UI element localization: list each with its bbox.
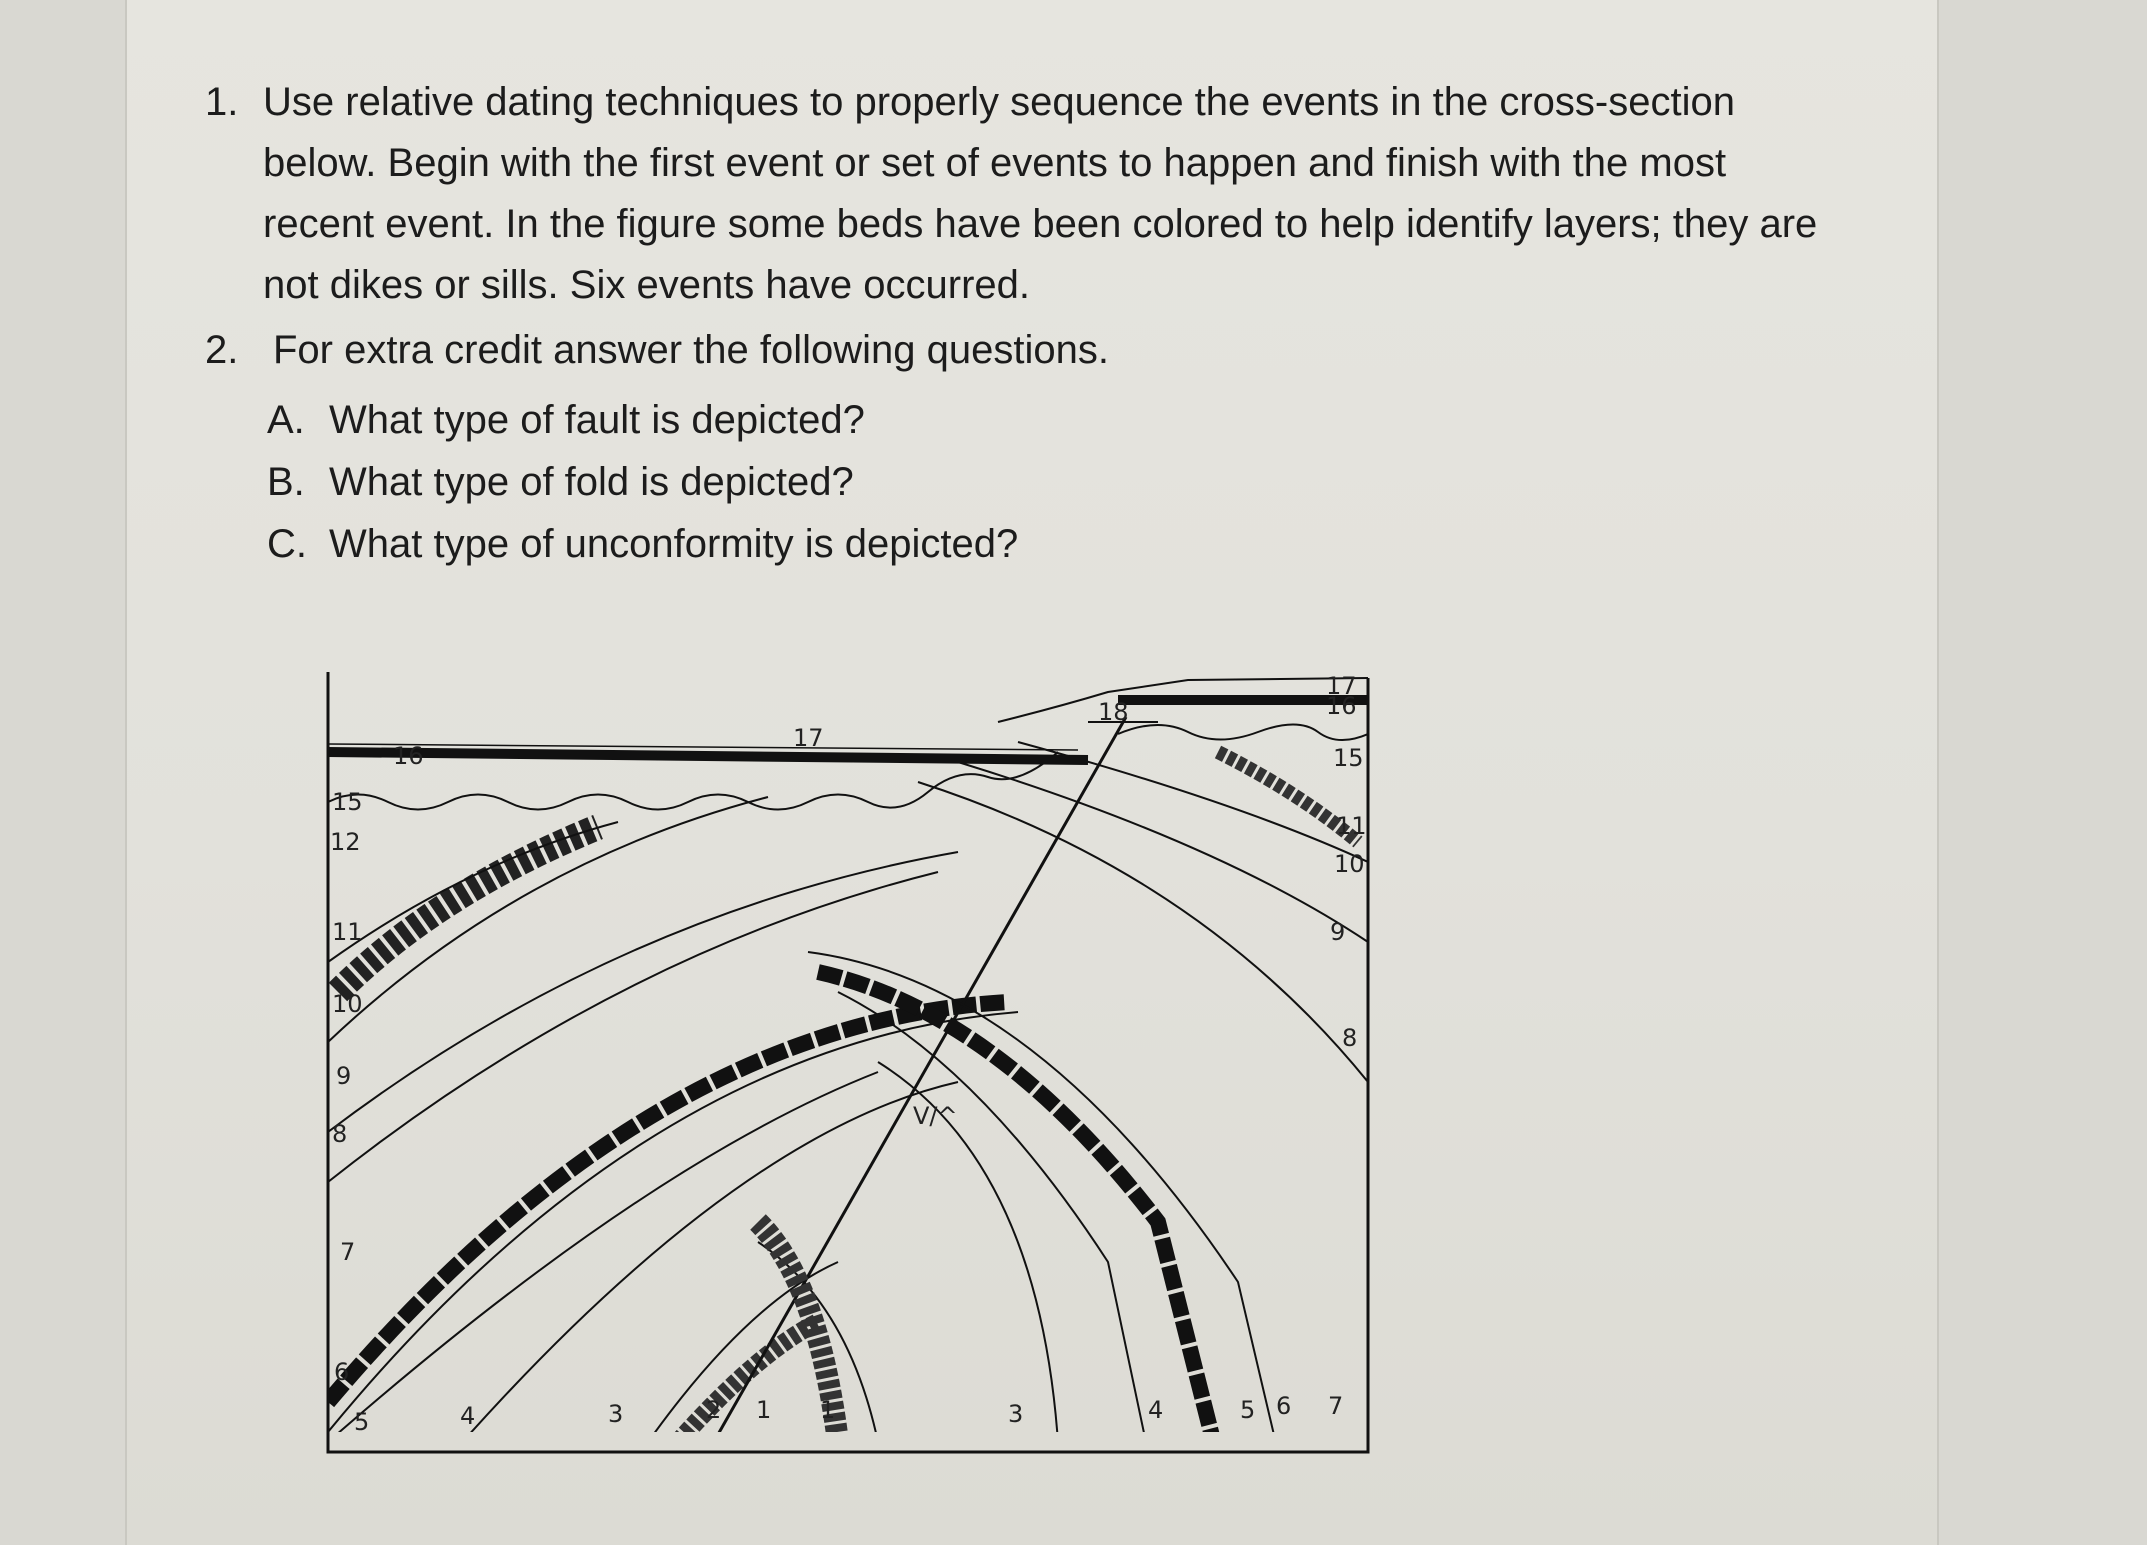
label-2: 2 bbox=[706, 1396, 722, 1424]
question-a-text: What type of fault is depicted? bbox=[329, 398, 865, 442]
label-1: 1 bbox=[756, 1396, 772, 1424]
question-1-number: 1. bbox=[205, 80, 239, 124]
label-3: 3 bbox=[1008, 1400, 1024, 1428]
label-4: 4 bbox=[1148, 1396, 1164, 1424]
label-18: 18 bbox=[1098, 698, 1129, 726]
question-a-letter: A. bbox=[267, 398, 305, 442]
bed-5-dark bbox=[818, 972, 1216, 1452]
label-17: 17 bbox=[1326, 672, 1357, 700]
question-b-text: What type of fold is depicted? bbox=[329, 460, 854, 504]
label-9: 9 bbox=[336, 1062, 352, 1090]
label-12: 12 bbox=[330, 828, 361, 856]
label-1: 1 bbox=[820, 1396, 836, 1424]
fault-line bbox=[708, 717, 1126, 1452]
question-c bbox=[267, 522, 1018, 567]
question-b bbox=[267, 460, 854, 505]
label-3: 3 bbox=[608, 1400, 624, 1428]
cross-section-diagram bbox=[318, 662, 1378, 1462]
label-15: 15 bbox=[1333, 744, 1364, 772]
label-6: 6 bbox=[1276, 1392, 1292, 1420]
question-c-letter: C. bbox=[267, 522, 307, 566]
label-10: 10 bbox=[332, 990, 363, 1018]
bed-contact bbox=[958, 762, 1368, 942]
label-11: 11 bbox=[1336, 812, 1367, 840]
fault-arrows-label: V/^ bbox=[913, 1102, 958, 1130]
bed-5-dark bbox=[328, 1002, 1008, 1402]
question-a bbox=[267, 398, 865, 443]
bed-10-dark bbox=[338, 827, 598, 992]
label-16: 16 bbox=[1326, 692, 1357, 720]
label-15: 15 bbox=[332, 788, 363, 816]
label-7: 7 bbox=[340, 1238, 356, 1266]
question-c-text: What type of unconformity is depicted? bbox=[329, 522, 1019, 566]
figure-frame bbox=[328, 672, 1368, 1452]
label-7: 7 bbox=[1328, 1392, 1344, 1420]
label-8: 8 bbox=[1342, 1024, 1358, 1052]
question-1-line: recent event. In the figure some beds have been colored to help identify layers; they are bbox=[263, 202, 1818, 246]
question-2-number: 2. bbox=[205, 328, 239, 372]
label-5: 5 bbox=[354, 1408, 370, 1436]
question-1 bbox=[205, 72, 1905, 316]
bed-16-dark bbox=[328, 752, 1088, 760]
label-16: 16 bbox=[393, 742, 424, 770]
unconformity-surface bbox=[1118, 725, 1368, 741]
bed-contact bbox=[328, 1012, 1018, 1432]
bed-contact bbox=[878, 1062, 1058, 1442]
bed-contact bbox=[458, 1082, 958, 1447]
label-5: 5 bbox=[1240, 1396, 1256, 1424]
label-11: 11 bbox=[332, 918, 363, 946]
geologic-cross-section bbox=[318, 662, 1378, 1462]
question-2-text: For extra credit answer the following questions. bbox=[273, 328, 1109, 372]
label-4: 4 bbox=[460, 1402, 476, 1430]
label-6: 6 bbox=[334, 1358, 350, 1386]
question-1-line: not dikes or sills. Six events have occurred. bbox=[263, 263, 1031, 307]
label-9: 9 bbox=[1330, 918, 1346, 946]
question-1-line: Use relative dating techniques to properly sequence the events in the cross-section bbox=[263, 80, 1735, 124]
question-b-letter: B. bbox=[267, 460, 305, 504]
label-10: 10 bbox=[1334, 850, 1365, 878]
label-8: 8 bbox=[332, 1120, 348, 1148]
question-2 bbox=[205, 320, 1109, 381]
question-1-line: below. Begin with the first event or set of events to happen and finish with the most bbox=[263, 141, 1727, 185]
label-17: 17 bbox=[793, 724, 824, 752]
